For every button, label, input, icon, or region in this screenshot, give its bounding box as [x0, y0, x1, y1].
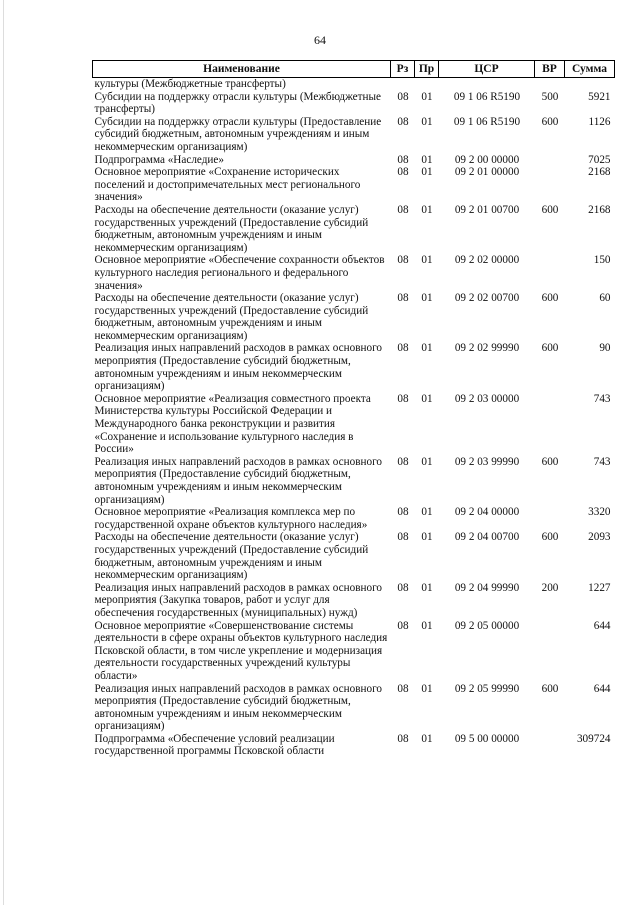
- row-sum: 2168: [588, 166, 611, 179]
- row-name: Реализация иных направлений расходов в рамках основного мероприятия (Предоставление субсидий бюджетным, автономным учреждениям и иным некоммерческим организациям): [94, 342, 382, 393]
- row-vr: [535, 254, 565, 292]
- row-vr: [535, 506, 565, 531]
- row-vr: 200: [541, 581, 559, 594]
- row-name: Основное мероприятие «Реализация совместного проекта Министерства культуры Российской Федерации и Международного банка реконструкции и развития «Сохранение и использование культурного наследия в России»: [94, 392, 371, 456]
- row-sum: 5921: [588, 90, 611, 103]
- row-sum: 7025: [588, 153, 611, 166]
- table-header-row: [93, 61, 615, 78]
- table-row: [93, 292, 615, 342]
- row-rz: 08: [397, 90, 409, 103]
- header-vr: ВР: [535, 61, 565, 78]
- row-name: Субсидии на поддержку отрасли культуры (Предоставление субсидий бюджетным, автономным учреждениям и иным некоммерческим организациям): [94, 115, 382, 153]
- row-csr: 09 2 02 00000: [454, 254, 520, 267]
- row-rz: [391, 78, 415, 91]
- row-name: Реализация иных направлений расходов в рамках основного мероприятия (Предоставление субсидий бюджетным, автономным учреждениям и иным некоммерческим организациям): [94, 455, 382, 506]
- header-pr: Пр: [415, 61, 439, 78]
- row-name: Основное мероприятие «Обеспечение сохранности объектов культурного наследия регионального и федерального значения»: [94, 254, 385, 292]
- budget-table: [92, 60, 614, 758]
- row-csr: 09 2 04 00700: [454, 531, 520, 544]
- row-rz: 08: [397, 342, 409, 355]
- table-row: [93, 733, 615, 758]
- row-rz: 08: [397, 619, 409, 632]
- row-sum: 1227: [588, 581, 611, 594]
- row-csr: 09 5 00 00000: [454, 732, 520, 745]
- row-rz: 08: [397, 531, 409, 544]
- row-rz: 08: [397, 392, 409, 405]
- row-vr: 600: [541, 292, 559, 305]
- table-row: [93, 204, 615, 254]
- row-name: Реализация иных направлений расходов в рамках основного мероприятия (Закупка товаров, работ и услуг для обеспечения государственных (муниципальных) нужд): [94, 581, 382, 619]
- row-vr: 600: [541, 682, 559, 695]
- row-sum: 1126: [588, 115, 611, 128]
- row-name: культуры (Межбюджетные трансферты): [94, 78, 286, 90]
- row-pr: 01: [421, 619, 433, 632]
- row-csr: [439, 78, 535, 91]
- header-name: Наименование: [93, 61, 391, 78]
- row-vr: 500: [541, 90, 559, 103]
- row-sum: 644: [593, 619, 611, 632]
- row-vr: 600: [541, 203, 559, 216]
- row-csr: 09 2 03 00000: [454, 392, 520, 405]
- row-pr: 01: [421, 153, 433, 166]
- row-sum: 90: [599, 342, 611, 355]
- table-row: [93, 683, 615, 733]
- row-vr: 600: [541, 115, 559, 128]
- table-row: [93, 78, 615, 91]
- row-csr: 09 2 04 99990: [454, 581, 520, 594]
- table-row: [93, 620, 615, 683]
- row-vr: 600: [541, 342, 559, 355]
- row-name: Реализация иных направлений расходов в рамках основного мероприятия (Предоставление субсидий бюджетным, автономным учреждениям и иным некоммерческим организациям): [94, 682, 382, 733]
- row-pr: 01: [421, 166, 433, 179]
- row-csr: 09 2 01 00000: [454, 166, 520, 179]
- row-csr: 09 2 00 00000: [454, 153, 520, 166]
- row-rz: 08: [397, 203, 409, 216]
- row-csr: 09 2 01 00700: [454, 203, 520, 216]
- table-row: [93, 116, 615, 154]
- row-name: Субсидии на поддержку отрасли культуры (Межбюджетные трансферты): [94, 90, 381, 116]
- row-name: Основное мероприятие «Сохранение исторических поселений и достопримечательных мест регионального значения»: [94, 166, 361, 204]
- row-vr: [535, 620, 565, 683]
- page-number: 64: [314, 33, 326, 47]
- row-rz: 08: [397, 115, 409, 128]
- row-csr: 09 2 04 00000: [454, 506, 520, 519]
- table-row: [93, 342, 615, 392]
- row-pr: 01: [421, 581, 433, 594]
- row-csr: 09 1 06 R5190: [453, 115, 521, 128]
- row-name: Основное мероприятие «Реализация комплекса мер по государственной охране объектов культурного наследия»: [94, 506, 368, 531]
- row-name: Подпрограмма «Наследие»: [94, 153, 224, 166]
- row-csr: 09 2 02 99990: [454, 342, 520, 355]
- row-csr: 09 2 05 99990: [454, 682, 520, 695]
- table-row: [93, 456, 615, 506]
- row-pr: 01: [421, 203, 433, 216]
- row-csr: 09 2 03 99990: [454, 455, 520, 468]
- row-sum: [565, 78, 615, 91]
- row-vr: [535, 393, 565, 456]
- row-pr: 01: [421, 506, 433, 519]
- table-row: [93, 91, 615, 116]
- row-vr: 600: [541, 455, 559, 468]
- table-row: [93, 582, 615, 620]
- row-vr: [535, 78, 565, 91]
- row-rz: 08: [397, 506, 409, 519]
- row-sum: 309724: [576, 732, 611, 745]
- table-row: [93, 506, 615, 531]
- row-name: Расходы на обеспечение деятельности (оказание услуг) государственных учреждений (Предоставление субсидий бюджетным, автономным учреждениям и иным некоммерческим организациям): [94, 292, 369, 342]
- row-rz: 08: [397, 254, 409, 267]
- row-rz: 08: [397, 682, 409, 695]
- row-pr: 01: [421, 342, 433, 355]
- row-vr: [535, 166, 565, 204]
- table-row: [93, 393, 615, 456]
- table-row: [93, 166, 615, 204]
- header-csr: ЦСР: [439, 61, 535, 78]
- row-pr: 01: [421, 292, 433, 305]
- row-sum: 3320: [588, 506, 611, 519]
- row-name: Основное мероприятие «Совершенствование системы деятельности в сфере охраны объектов культурного наследия Псковской области, в том числе укрепление и модернизация деятельности государственных учреждений культуры области»: [94, 619, 388, 682]
- row-rz: 08: [397, 292, 409, 305]
- row-rz: 08: [397, 455, 409, 468]
- row-rz: 08: [397, 581, 409, 594]
- row-pr: 01: [421, 682, 433, 695]
- row-name: Расходы на обеспечение деятельности (оказание услуг) государственных учреждений (Предоставление субсидий бюджетным, автономным учреждениям и иным некоммерческим организациям): [94, 531, 369, 582]
- row-pr: [415, 78, 439, 91]
- row-csr: 09 2 02 00700: [454, 292, 520, 305]
- row-name: Расходы на обеспечение деятельности (оказание услуг) государственных учреждений (Предоставление субсидий бюджетным, автономным учреждениям и иным некоммерческим организациям): [94, 203, 369, 254]
- row-name: Подпрограмма «Обеспечение условий реализации государственной программы Псковской области: [94, 732, 335, 758]
- row-pr: 01: [421, 732, 433, 745]
- row-pr: 01: [421, 90, 433, 103]
- table-row: [93, 154, 615, 167]
- header-rz: Рз: [391, 61, 415, 78]
- row-sum: 60: [599, 292, 611, 305]
- row-rz: 08: [397, 153, 409, 166]
- row-vr: 600: [541, 531, 559, 544]
- row-pr: 01: [421, 531, 433, 544]
- row-rz: 08: [397, 732, 409, 745]
- row-csr: 09 1 06 R5190: [453, 90, 521, 103]
- row-sum: 2168: [588, 203, 611, 216]
- row-pr: 01: [421, 455, 433, 468]
- row-csr: 09 2 05 00000: [454, 619, 520, 632]
- row-sum: 150: [593, 254, 611, 267]
- row-pr: 01: [421, 254, 433, 267]
- row-sum: 743: [593, 455, 611, 468]
- row-sum: 2093: [588, 531, 611, 544]
- row-pr: 01: [421, 115, 433, 128]
- row-sum: 644: [593, 682, 611, 695]
- row-sum: 743: [593, 392, 611, 405]
- table-row: [93, 254, 615, 292]
- header-sum: Сумма: [565, 61, 615, 78]
- row-vr: [535, 733, 565, 758]
- row-vr: [535, 154, 565, 167]
- row-pr: 01: [421, 392, 433, 405]
- table-row: [93, 531, 615, 581]
- row-rz: 08: [397, 166, 409, 179]
- scan-edge-mark: [3, 0, 4, 905]
